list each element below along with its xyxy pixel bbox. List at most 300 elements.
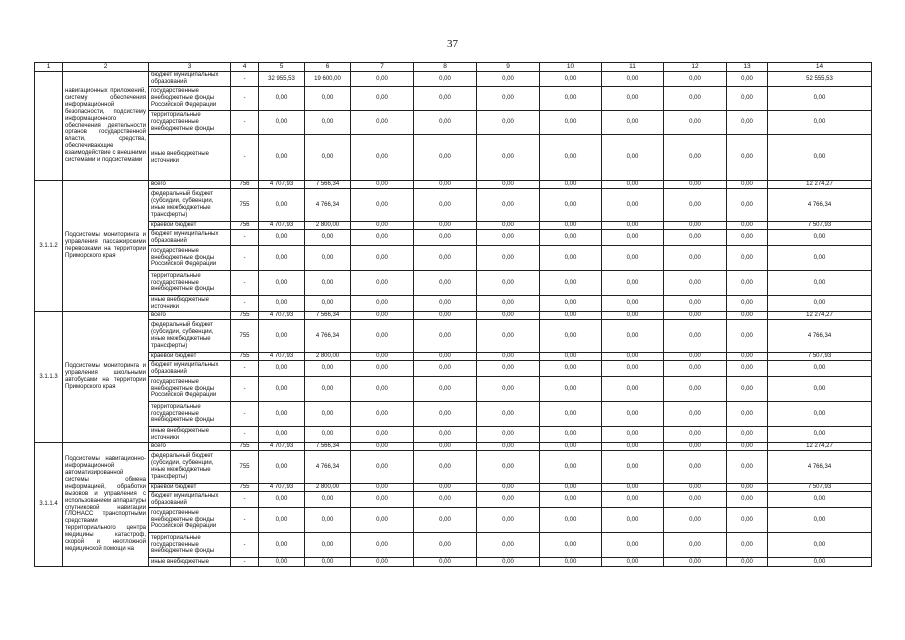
value-cell: 0,00 [664, 189, 727, 222]
value-cell: 0,00 [305, 111, 351, 135]
value-cell: 0,00 [602, 312, 664, 320]
code-cell: 755 [231, 451, 259, 484]
code-cell: - [231, 402, 259, 427]
value-cell: 0,00 [602, 189, 664, 222]
value-cell: 0,00 [351, 181, 414, 189]
value-cell: 0,00 [477, 296, 540, 312]
value-cell: 0,00 [477, 271, 540, 296]
value-cell: 0,00 [768, 246, 872, 271]
funding-source: иные внебюджетные источники [149, 427, 231, 443]
value-cell: 0,00 [727, 484, 768, 492]
value-cell: 7 566,34 [305, 312, 351, 320]
value-cell: 0,00 [602, 402, 664, 427]
value-cell: 0,00 [540, 320, 602, 353]
value-cell: 0,00 [768, 402, 872, 427]
value-cell: 0,00 [259, 377, 305, 402]
value-cell: 0,00 [414, 189, 477, 222]
value-cell: 4 766,34 [768, 189, 872, 222]
value-cell: 0,00 [259, 111, 305, 135]
value-cell: 0,00 [664, 427, 727, 443]
value-cell: 0,00 [664, 87, 727, 111]
code-cell: - [231, 135, 259, 181]
value-cell: 0,00 [664, 296, 727, 312]
value-cell: 0,00 [664, 558, 727, 567]
value-cell: 0,00 [351, 443, 414, 451]
code-cell: - [231, 361, 259, 377]
value-cell: 0,00 [305, 427, 351, 443]
table-row [35, 222, 872, 230]
funding-source: государственные внебюджетные фонды Российской Федерации [149, 87, 231, 111]
table-row [35, 320, 872, 353]
value-cell: 0,00 [414, 427, 477, 443]
value-cell: 0,00 [477, 427, 540, 443]
value-cell: 0,00 [768, 427, 872, 443]
value-cell: 0,00 [727, 508, 768, 533]
value-cell: 0,00 [664, 484, 727, 492]
value-cell: 0,00 [414, 451, 477, 484]
column-header: 4 [231, 63, 259, 72]
value-cell: 0,00 [305, 296, 351, 312]
value-cell: 0,00 [414, 246, 477, 271]
value-cell: 0,00 [351, 484, 414, 492]
funding-source: бюджет муниципальных образований [149, 492, 231, 508]
value-cell: 0,00 [768, 508, 872, 533]
value-cell: 0,00 [305, 558, 351, 567]
value-cell: 0,00 [727, 558, 768, 567]
value-cell: 0,00 [727, 312, 768, 320]
value-cell: 0,00 [540, 72, 602, 87]
funding-source: краевой бюджет [149, 222, 231, 230]
value-cell: 0,00 [727, 135, 768, 181]
item-name: Подсистемы мониторинга и управления пассажирскими перевозками на территории Приморского края [63, 181, 149, 312]
value-cell: 0,00 [414, 558, 477, 567]
value-cell: 0,00 [727, 377, 768, 402]
value-cell: 0,00 [477, 312, 540, 320]
value-cell: 0,00 [305, 87, 351, 111]
funding-source: территориальные государственные внебюджетные фонды [149, 111, 231, 135]
value-cell: 0,00 [540, 492, 602, 508]
funding-source: территориальные государственные внебюджетные фонды [149, 271, 231, 296]
value-cell: 0,00 [540, 361, 602, 377]
value-cell: 0,00 [351, 558, 414, 567]
value-cell: 0,00 [540, 135, 602, 181]
value-cell: 0,00 [414, 492, 477, 508]
value-cell: 12 274,27 [768, 181, 872, 189]
funding-source: иные внебюджетные [149, 558, 231, 567]
value-cell: 0,00 [664, 135, 727, 181]
table-row [35, 402, 872, 427]
value-cell: 0,00 [664, 443, 727, 451]
value-cell: 0,00 [602, 72, 664, 87]
value-cell: 0,00 [664, 72, 727, 87]
code-cell: - [231, 558, 259, 567]
value-cell: 0,00 [477, 508, 540, 533]
value-cell: 0,00 [477, 443, 540, 451]
code-cell: 755 [231, 443, 259, 451]
value-cell: 0,00 [414, 87, 477, 111]
value-cell: 0,00 [602, 230, 664, 246]
value-cell: 0,00 [540, 87, 602, 111]
value-cell: 0,00 [414, 443, 477, 451]
value-cell: 0,00 [351, 135, 414, 181]
value-cell: 0,00 [414, 533, 477, 558]
value-cell: 0,00 [768, 377, 872, 402]
value-cell: 0,00 [351, 427, 414, 443]
value-cell: 0,00 [414, 111, 477, 135]
value-cell: 0,00 [477, 361, 540, 377]
value-cell: 0,00 [414, 296, 477, 312]
value-cell: 0,00 [602, 377, 664, 402]
value-cell: 0,00 [540, 427, 602, 443]
value-cell: 0,00 [351, 271, 414, 296]
table-row [35, 377, 872, 402]
value-cell: 0,00 [664, 508, 727, 533]
value-cell: 0,00 [602, 111, 664, 135]
value-cell: 0,00 [414, 135, 477, 181]
value-cell: 0,00 [602, 181, 664, 189]
value-cell: 0,00 [477, 111, 540, 135]
value-cell: 0,00 [602, 443, 664, 451]
value-cell: 0,00 [305, 508, 351, 533]
value-cell: 0,00 [351, 222, 414, 230]
value-cell: 0,00 [414, 222, 477, 230]
code-cell: 755 [231, 189, 259, 222]
value-cell: 0,00 [305, 402, 351, 427]
funding-source: федеральный бюджет (субсидии, субвенции, иные межбюджетные трансферты) [149, 451, 231, 484]
table-row [35, 246, 872, 271]
value-cell: 0,00 [259, 451, 305, 484]
value-cell: 0,00 [664, 377, 727, 402]
code-cell: - [231, 87, 259, 111]
value-cell: 0,00 [477, 72, 540, 87]
funding-source: государственные внебюджетные фонды Российской Федерации [149, 246, 231, 271]
column-header: 14 [768, 63, 872, 72]
table-row [35, 427, 872, 443]
value-cell: 0,00 [602, 492, 664, 508]
value-cell: 0,00 [414, 353, 477, 361]
code-cell: - [231, 508, 259, 533]
value-cell: 0,00 [727, 271, 768, 296]
value-cell: 0,00 [477, 492, 540, 508]
value-cell: 0,00 [351, 361, 414, 377]
column-header: 9 [477, 63, 540, 72]
value-cell: 0,00 [664, 246, 727, 271]
value-cell: 7 507,93 [768, 222, 872, 230]
column-header: 1 [35, 63, 63, 72]
value-cell: 0,00 [664, 271, 727, 296]
value-cell: 0,00 [727, 87, 768, 111]
funding-source: иные внебюджетные источники [149, 296, 231, 312]
value-cell: 0,00 [259, 558, 305, 567]
value-cell: 0,00 [540, 312, 602, 320]
value-cell: 0,00 [664, 492, 727, 508]
value-cell: 0,00 [727, 427, 768, 443]
value-cell: 7 566,34 [305, 443, 351, 451]
value-cell: 0,00 [602, 87, 664, 111]
value-cell: 4 766,34 [768, 451, 872, 484]
code-cell: - [231, 230, 259, 246]
table-row [35, 230, 872, 246]
code-cell: - [231, 111, 259, 135]
funding-source: всего [149, 181, 231, 189]
funding-source: бюджет муниципальных образований [149, 361, 231, 377]
column-header: 6 [305, 63, 351, 72]
value-cell: 0,00 [664, 181, 727, 189]
value-cell: 7 507,93 [768, 353, 872, 361]
value-cell: 0,00 [351, 377, 414, 402]
column-header: 5 [259, 63, 305, 72]
value-cell: 0,00 [727, 246, 768, 271]
value-cell: 0,00 [768, 135, 872, 181]
value-cell: 4 707,93 [259, 443, 305, 451]
value-cell: 4 707,93 [259, 353, 305, 361]
funding-source: бюджет муниципальных образований [149, 72, 231, 87]
value-cell: 0,00 [259, 427, 305, 443]
value-cell: 0,00 [727, 189, 768, 222]
value-cell: 4 707,93 [259, 312, 305, 320]
value-cell: 0,00 [602, 533, 664, 558]
value-cell: 0,00 [664, 451, 727, 484]
funding-source: всего [149, 443, 231, 451]
table-row [35, 533, 872, 558]
value-cell: 0,00 [727, 181, 768, 189]
value-cell: 0,00 [305, 377, 351, 402]
value-cell: 4 707,93 [259, 181, 305, 189]
column-header: 10 [540, 63, 602, 72]
item-code: 3.1.1.4 [35, 443, 63, 567]
value-cell: 0,00 [768, 361, 872, 377]
value-cell: 0,00 [540, 558, 602, 567]
value-cell: 0,00 [477, 533, 540, 558]
table-row [35, 271, 872, 296]
value-cell: 0,00 [768, 533, 872, 558]
value-cell: 0,00 [259, 320, 305, 353]
table-row [35, 508, 872, 533]
table-row [35, 451, 872, 484]
value-cell: 0,00 [414, 377, 477, 402]
value-cell: 0,00 [540, 296, 602, 312]
table-row [35, 558, 872, 567]
value-cell: 0,00 [477, 246, 540, 271]
table-row [35, 111, 872, 135]
value-cell: 0,00 [351, 72, 414, 87]
table-row [35, 189, 872, 222]
value-cell: 0,00 [602, 222, 664, 230]
value-cell: 0,00 [540, 533, 602, 558]
code-cell: 755 [231, 353, 259, 361]
value-cell: 0,00 [664, 533, 727, 558]
value-cell: 0,00 [727, 402, 768, 427]
value-cell: 0,00 [351, 312, 414, 320]
value-cell: 12 274,27 [768, 312, 872, 320]
value-cell: 4 766,34 [305, 189, 351, 222]
code-cell: - [231, 246, 259, 271]
value-cell: 0,00 [602, 451, 664, 484]
value-cell: 0,00 [768, 492, 872, 508]
value-cell: 0,00 [259, 296, 305, 312]
value-cell: 4 707,93 [259, 484, 305, 492]
value-cell: 0,00 [602, 427, 664, 443]
table-row [35, 87, 872, 111]
budget-table [34, 62, 872, 567]
value-cell: 0,00 [540, 402, 602, 427]
value-cell: 0,00 [305, 135, 351, 181]
value-cell: 0,00 [259, 361, 305, 377]
table-row [35, 443, 872, 451]
table-row [35, 296, 872, 312]
value-cell: 0,00 [477, 353, 540, 361]
column-header: 8 [414, 63, 477, 72]
value-cell: 0,00 [477, 189, 540, 222]
value-cell: 4 766,34 [768, 320, 872, 353]
value-cell: 0,00 [540, 271, 602, 296]
table-header [35, 63, 872, 72]
funding-source: территориальные государственные внебюджетные фонды [149, 402, 231, 427]
table-body [35, 72, 872, 567]
value-cell: 0,00 [351, 402, 414, 427]
funding-source: территориальные государственные внебюджетные фонды [149, 533, 231, 558]
item-name: Подсистемы мониторинга и управления школьными автобусами на территории Приморского края [63, 312, 149, 443]
value-cell: 7 507,93 [768, 484, 872, 492]
item-code [35, 72, 63, 181]
value-cell: 0,00 [602, 353, 664, 361]
code-cell: 756 [231, 222, 259, 230]
column-header: 2 [63, 63, 149, 72]
value-cell: 0,00 [351, 246, 414, 271]
value-cell: 4 707,93 [259, 222, 305, 230]
value-cell: 0,00 [602, 135, 664, 181]
value-cell: 0,00 [259, 508, 305, 533]
value-cell: 0,00 [727, 492, 768, 508]
value-cell: 0,00 [768, 87, 872, 111]
value-cell: 0,00 [414, 361, 477, 377]
value-cell: 0,00 [602, 320, 664, 353]
item-code: 3.1.1.3 [35, 312, 63, 443]
code-cell: 756 [231, 181, 259, 189]
value-cell: 0,00 [477, 484, 540, 492]
funding-source: иные внебюджетные источники [149, 135, 231, 181]
value-cell: 0,00 [351, 353, 414, 361]
value-cell: 0,00 [727, 353, 768, 361]
value-cell: 2 800,00 [305, 222, 351, 230]
value-cell: 52 555,53 [768, 72, 872, 87]
code-cell: - [231, 533, 259, 558]
value-cell: 19 600,00 [305, 72, 351, 87]
value-cell: 0,00 [540, 189, 602, 222]
value-cell: 0,00 [477, 135, 540, 181]
value-cell: 0,00 [664, 353, 727, 361]
value-cell: 0,00 [351, 230, 414, 246]
value-cell: 0,00 [477, 181, 540, 189]
value-cell: 0,00 [305, 271, 351, 296]
code-cell: - [231, 296, 259, 312]
value-cell: 0,00 [351, 111, 414, 135]
value-cell: 2 800,00 [305, 353, 351, 361]
value-cell: 0,00 [259, 246, 305, 271]
value-cell: 0,00 [351, 492, 414, 508]
value-cell: 0,00 [727, 320, 768, 353]
table-row [35, 72, 872, 87]
value-cell: 0,00 [602, 361, 664, 377]
value-cell: 0,00 [540, 181, 602, 189]
header-row [35, 63, 872, 72]
value-cell: 0,00 [477, 230, 540, 246]
value-cell: 0,00 [727, 361, 768, 377]
value-cell: 0,00 [664, 111, 727, 135]
code-cell: - [231, 492, 259, 508]
value-cell: 0,00 [727, 451, 768, 484]
value-cell: 0,00 [351, 87, 414, 111]
item-name: Подсистемы навигационно-информационной автоматизированной системы обмена информацией, обработки вызовов и управления с использованием аппаратуры спутниковой навигации ГЛОНАСС транспортными средствами территориального центра медицины катастроф, скорой и неотложной медицинской помощи на [63, 443, 149, 567]
column-header: 11 [602, 63, 664, 72]
value-cell: 0,00 [259, 492, 305, 508]
value-cell: 0,00 [305, 492, 351, 508]
value-cell: 0,00 [351, 296, 414, 312]
column-header: 7 [351, 63, 414, 72]
value-cell: 0,00 [477, 222, 540, 230]
funding-source: краевой бюджет [149, 353, 231, 361]
value-cell: 0,00 [351, 320, 414, 353]
value-cell: 0,00 [540, 246, 602, 271]
value-cell: 4 766,34 [305, 451, 351, 484]
value-cell: 0,00 [540, 222, 602, 230]
value-cell: 0,00 [414, 72, 477, 87]
table-row [35, 492, 872, 508]
value-cell: 0,00 [259, 533, 305, 558]
value-cell: 0,00 [351, 189, 414, 222]
value-cell: 0,00 [540, 484, 602, 492]
value-cell: 0,00 [351, 508, 414, 533]
value-cell: 0,00 [602, 271, 664, 296]
value-cell: 0,00 [351, 533, 414, 558]
value-cell: 0,00 [727, 296, 768, 312]
value-cell: 0,00 [664, 230, 727, 246]
value-cell: 0,00 [477, 402, 540, 427]
value-cell: 0,00 [768, 230, 872, 246]
item-code: 3.1.1.2 [35, 181, 63, 312]
value-cell: 0,00 [540, 451, 602, 484]
value-cell: 0,00 [727, 222, 768, 230]
value-cell: 0,00 [414, 271, 477, 296]
value-cell: 0,00 [540, 353, 602, 361]
value-cell: 0,00 [305, 361, 351, 377]
value-cell: 2 800,00 [305, 484, 351, 492]
value-cell: 0,00 [414, 230, 477, 246]
value-cell: 0,00 [602, 558, 664, 567]
funding-source: федеральный бюджет (субсидии, субвенции, иные межбюджетные трансферты) [149, 320, 231, 353]
value-cell: 0,00 [414, 181, 477, 189]
value-cell: 0,00 [540, 443, 602, 451]
page-number: 37 [447, 38, 458, 50]
value-cell: 0,00 [477, 87, 540, 111]
value-cell: 0,00 [768, 558, 872, 567]
value-cell: 0,00 [305, 246, 351, 271]
value-cell: 0,00 [259, 230, 305, 246]
value-cell: 0,00 [540, 111, 602, 135]
table-row [35, 135, 872, 181]
code-cell: 755 [231, 320, 259, 353]
value-cell: 0,00 [305, 533, 351, 558]
table-row [35, 484, 872, 492]
column-header: 3 [149, 63, 231, 72]
value-cell: 12 274,27 [768, 443, 872, 451]
value-cell: 0,00 [602, 508, 664, 533]
column-header: 13 [727, 63, 768, 72]
value-cell: 0,00 [602, 484, 664, 492]
value-cell: 0,00 [540, 508, 602, 533]
value-cell: 0,00 [664, 402, 727, 427]
funding-source: бюджет муниципальных образований [149, 230, 231, 246]
